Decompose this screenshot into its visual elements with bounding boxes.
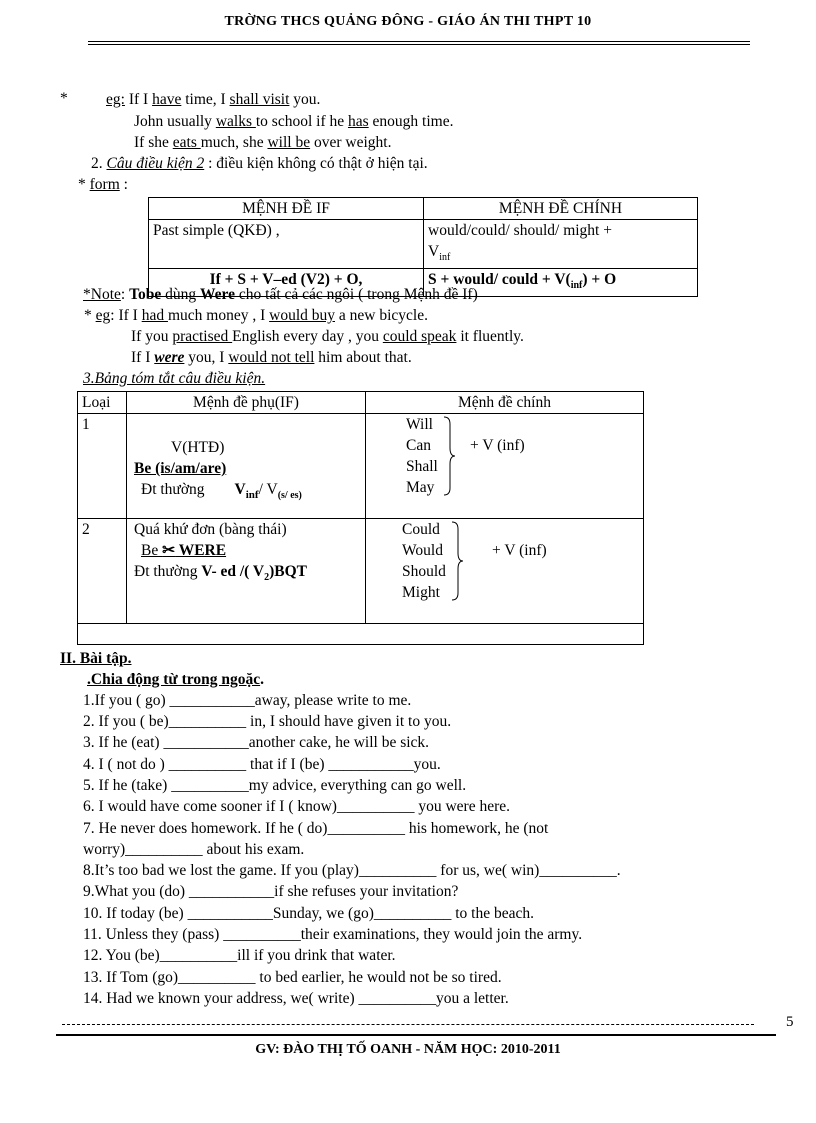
summary-row2-sub: Quá khứ đơn (bàng thái) Be ✂ WERE Đt thường V- ed /( $V_2)BQT$ (127, 519, 366, 624)
summary-empty-row (78, 624, 644, 645)
summary-title: 3.Bảng tóm tắt câu điều kiện. (83, 370, 266, 387)
exercise-item: 9.What you (do) ___________if she refuses your invitation? (83, 883, 459, 900)
example1-line2: John usually walks to school if he has enough time. (134, 113, 454, 130)
exercise-item: 6. I would have come sooner if I ( know)__________ you were here. (83, 798, 510, 815)
scissors-icon: ✂ (162, 542, 176, 559)
exercise-item: 3. If he (eat) ___________another cake, he will be sick. (83, 734, 430, 751)
exercise-item: 1.If you ( go) ___________away, please write to me. (83, 692, 412, 709)
footer-dashed-rule (62, 1024, 754, 1025)
header-rule-bottom (88, 44, 750, 45)
example1-line3: If she eats much, she will be over weight. (134, 134, 392, 151)
exercise-item: 5. If he (take) __________my advice, everything can go well. (83, 777, 467, 794)
summary-row1-main: Will Can Shall May + V (inf) (366, 414, 644, 519)
exercise-item: 2. If you ( be)__________ in, I should have given it to you. (83, 713, 452, 730)
example1-label: eg: (106, 91, 125, 108)
form-head-if: MỆNH ĐỀ IF (149, 198, 424, 220)
example1-line1: eg: If I have time, I shall visit you. (106, 91, 321, 108)
exercise-item: 10. If today (be) ___________Sunday, we (go)__________ to the beach. (83, 905, 534, 922)
example2-line1: * eg: If I had much money , I would buy a new bicycle. (84, 307, 428, 324)
brace-icon (442, 416, 456, 496)
exercise-item: 13. If Tom (go)__________ to bed earlier, he would not be so tired. (83, 969, 502, 986)
form-row1-main: would/could/ should/ might + $V_{inf}$ (424, 220, 698, 269)
page-number: 5 (786, 1014, 794, 1030)
form-table (148, 197, 698, 297)
exercise-item: 12. You (be)__________ill if you drink that water. (83, 947, 396, 964)
summary-head-main: Mệnh đề chính (366, 392, 644, 414)
exercise-item: 8.It’s too bad we lost the game. If you (play)__________ for us, we( win)__________. (83, 862, 621, 879)
footer-teacher: GV: ĐÀO THỊ TỐ OANH - NĂM HỌC: 2010-2011 (255, 1042, 561, 1057)
example1-bullet: * (60, 90, 68, 107)
form-head-main: MỆNH ĐỀ CHÍNH (424, 198, 698, 220)
exercises-section: II. Bài tập. (60, 650, 132, 667)
note-line: *Note: Tobe dùng Were cho tất cả các ngôi ( trong Mệnh đề If) (83, 286, 478, 303)
example2-line2: If you practised English every day , you could speak it fluently. (131, 328, 524, 345)
exercise-item: 14. Had we known your address, we( write) __________you a letter. (83, 990, 509, 1007)
exercise-item: 4. I ( not do ) __________ that if I (be) ___________you. (83, 756, 441, 773)
exercise-item: worry)__________ about his exam. (83, 841, 305, 858)
form-row1-if: Past simple (QKĐ) , (149, 220, 424, 269)
summary-row2-main: Could Would Should Might + V (inf) (366, 519, 644, 624)
summary-row2-type: 2 (78, 519, 127, 624)
footer-rule (56, 1034, 776, 1036)
summary-row1-sub: V(HTĐ) Be (is/am/are) Đt thường $V_{inf}/$ $V_{(s/ es)}$ (127, 414, 366, 519)
exercise-item: 11. Unless they (pass) __________their examinations, they would join the army. (83, 926, 583, 943)
page-header: TRỜNG THCS QUẢNG ĐÔNG - GIÁO ÁN THI THPT 10 (224, 14, 592, 29)
exercises-subtitle: .Chia động từ trong ngoặc. (87, 671, 264, 688)
form-row2-if: If + S + V–ed (V2) + O, (149, 269, 424, 297)
form-label: * form : (78, 176, 128, 193)
header-rule-top (88, 41, 750, 42)
summary-head-type: Loại (78, 392, 127, 414)
summary-head-sub: Mệnh đề phụ(IF) (127, 392, 366, 414)
cond2-heading: 2. Câu điều kiện 2 : điều kiện không có thật ở hiện tại. (91, 155, 428, 172)
summary-row1-type: 1 (78, 414, 127, 519)
exercise-item: 7. He never does homework. If he ( do)__________ his homework, he (not (83, 820, 549, 837)
form-row2-main: S + would/ could + $V(_{inf}) + O$ (424, 269, 698, 297)
brace-icon-2 (450, 521, 464, 601)
summary-table (77, 391, 644, 645)
example2-line3: If I were you, I would not tell him about that. (131, 349, 412, 366)
